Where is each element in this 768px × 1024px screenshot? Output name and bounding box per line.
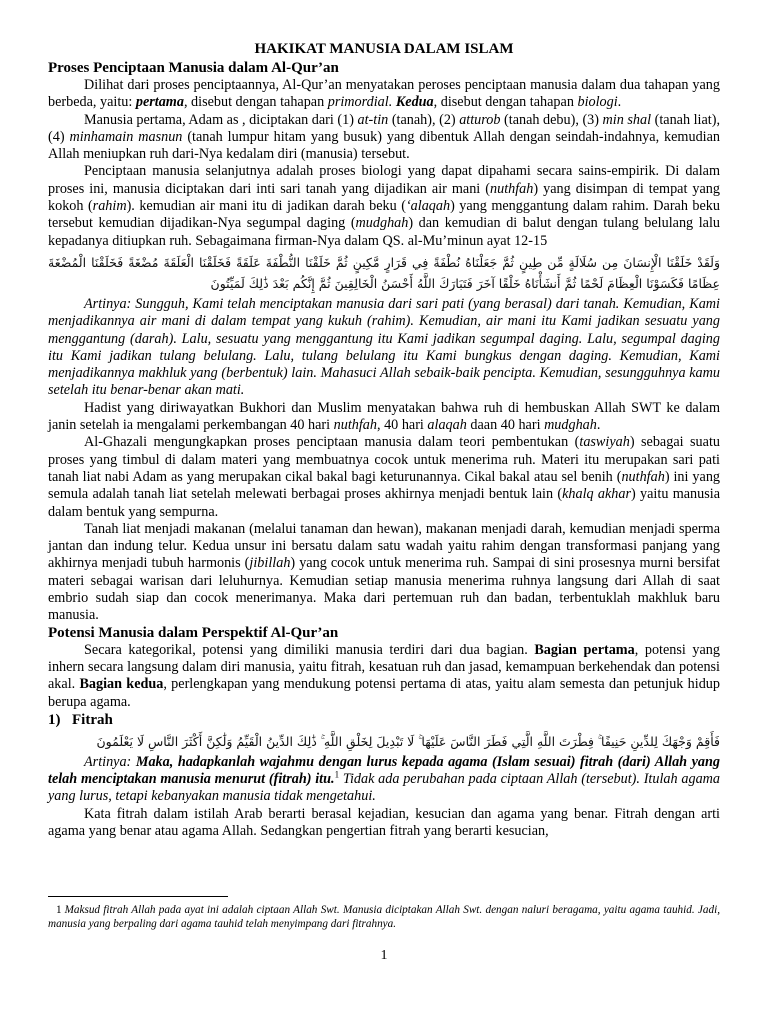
section-heading-potential: Potensi Manusia dalam Perspektif Al-Qur’an <box>48 624 339 641</box>
paragraph: Hadist yang diriwayatkan Bukhori dan Muslim menyatakan bahwa ruh di hembuskan Allah SWT ke dalam janin setelah ia mengalami perkembangan 40 hari nuthfah, 40 hari alaqah daan 40 hari mudghah. <box>48 399 720 434</box>
paragraph: Kata fitrah dalam istilah Arab berarti berasal kejadian, kesucian dan agama yang benar. Fitrah dengan arti agama yang benar atau agama Allah. Sedangkan pengertian fitrah yang berarti kesucian, <box>48 805 720 839</box>
subheading-fitrah: 1) Fitrah <box>48 711 113 728</box>
paragraph: Tanah liat menjadi makanan (melalui tanaman dan hewan), makanan menjadi darah, kemudian menjadi sperma jantan dan indung telur. Kedua unsur ini bersatu dalam satu wadah yaitu rahim dengan transformasi panjang yang akhirnya menjadi tubuh harmonis (jibillah) yang cocok untuk menerima ruh. Sampai di sini prosesnya murni bersifat materi sebagai warisan dari leluhurnya. Kemudian setiap manusia menerima ruhnya langsung dari Allah di saat embrio sudah siap dan cocok menerimanya. Maka dari pertemuan ruh dan badan, terbentuklah makhluk baru manusia. <box>48 520 720 624</box>
paragraph: Secara kategorikal, potensi yang dimiliki manusia terdiri dari dua bagian. Bagian pertama, potensi yang inhern secara langsung dalam diri manusia, yaitu fitrah, kesatuan ruh dan jasad, kemampuan berkehendak dan potensi akal. Bagian kedua, perlengkapan yang mendukung potensi pertama di atas, yaitu alam semesta dan petunjuk hidup berupa agama. <box>48 641 720 710</box>
arabic-verse-fitrah: فَأَقِمْ وَجْهَكَ لِلدِّينِ حَنِيفًا ۚ فِطْرَتَ اللَّهِ الَّتِي فَطَرَ النَّاسَ عَلَيْهَا ۚ لَا تَبْدِيلَ لِخَلْقِ اللَّهِ ۚ ذَٰلِكَ الدِّينُ الْقَيِّمُ وَلَٰكِنَّ أَكْثَرَ النَّاسِ لَا يَعْلَمُونَ <box>96 733 720 749</box>
arabic-verse-al-muminun: وَلَقَدْ خَلَقْنَا الْإِنسَانَ مِن سُلَالَةٍ مِّن طِينٍ ثُمَّ جَعَلْنَاهُ نُطْفَةً فِي قَرَارٍ مَّكِينٍ ثُمَّ خَلَقْنَا النُّطْفَةَ عَلَقَةً فَخَلَقْنَا الْعَلَقَةَ مُضْغَةً فَخَلَقْنَا الْمُضْغَةَ عِظَامًا فَكَسَوْنَا الْعِظَامَ لَحْمًا ثُمَّ أَنشَأْنَاهُ خَلْقًا آخَرَ فَتَبَارَكَ اللَّهُ أَحْسَنُ الْخَالِقِينَ ثُمَّ إِنَّكُم بَعْدَ ذَٰلِكَ لَمَيِّتُونَ <box>48 254 720 291</box>
footnote-reference[interactable]: 1 <box>334 769 340 780</box>
paragraph: Dilihat dari proses penciptaannya, Al-Qur’an menyatakan peroses penciptaan manusia dalam dua tahapan yang berbeda, yaitu: pertama, disebut dengan tahapan primordial. Kedua, disebut dengan tahapan biologi. <box>48 77 720 111</box>
paragraph: Manusia pertama, Adam as , diciptakan dari (1) at-tin (tanah), (2) atturob (tanah debu), (3) min shal (tanah liat), (4) minhamain masnun (tanah lumpur hitam yang busuk) yang dibentuk Allah dengan seindah-indahnya, kemudian Allah meniupkan ruh dari-Nya kedalam diri (manusia) tersebut. <box>48 111 721 163</box>
section-heading-creation: Proses Penciptaan Manusia dalam Al-Qur’an <box>48 60 339 76</box>
footnote-divider <box>48 896 228 897</box>
verse-translation: Artinya: Sungguh, Kami telah menciptakan manusia dari sari pati (yang berasal) dari tanah. Kemudian, Kami menjadikannya air mani di dalam tempat yang kukuh (rahim). Kemudian, air mani itu Kami jadikan sesuatu yang menggantung (darah). Lalu, sesuatu yang menggantung itu Kami jadikan segumpal daging. Lalu, segumpal daging itu Kami jadikan tulang belulang. Lalu, tulang belulang itu Kami bungkus dengan daging. Kemudian, Kami menjadikannya makhluk yang (berbentuk) lain. Mahasuci Allah sebaik-baik pencipta. Kemudian, sesungguhnya kamu setelah itu benar-benar akan mati. <box>48 295 720 399</box>
footnote: 1 Maksud fitrah Allah pada ayat ini adalah ciptaan Allah Swt. Manusia diciptakan Allah Swt. dengan naluri beragama, yaitu agama tauhid. Jadi, manusia yang berpaling dari agama tauhid telah menyimpang dari fitrahnya. <box>48 904 720 930</box>
page-number: 1 <box>380 948 388 963</box>
paragraph: Penciptaan manusia selanjutnya adalah proses biologi yang dapat dipahami secara sains-empirik. Di dalam proses ini, manusia diciptakan dari inti sari tanah yang dijadikan air mani (nuthfah) yang disimpan di tempat yang kokoh (rahim). kemudian air mani itu di jadikan darah beku (‘alaqah) yang menggantung dalam rahim. Darah beku tersebut kemudian dijadikan-Nya segumpal daging (mudghah) dan kemudian di balut dengan tulang belulang lalu kepadanya ditiupkan ruh. Sebagaimana firman-Nya dalam QS. al-Mu’minun ayat 12-15 <box>48 163 720 249</box>
verse-translation: Artinya: Maka, hadapkanlah wajahmu dengan lurus kepada agama (Islam sesuai) fitrah (dari) Allah yang telah menciptakan manusia menurut (fitrah) itu.$^1$ Tidak ada perubahan pada ciptaan Allah (tersebut). Itulah agama yang lurus, tetapi kebanyakan manusia tidak mengetahui. <box>48 753 720 805</box>
paragraph: Al-Ghazali mengungkapkan proses penciptaan manusia dalam teori pembentukan (taswiyah) sebagai suatu proses yang timbul di dalam materi yang membuatnya cocok untuk menerima ruh. Materi itu merupakan sari pati tanah liat nabi Adam as yang merupakan cikal bakal bagi keturunannya. Cikal bakal atau sel benih (nuthfah) ini yang semula adalah tanah liat setelah melewati berbagai proses akhirnya menjadi bentuk lain (khalq akhar) yaitu manusia dalam bentuk yang sempurna. <box>48 434 721 520</box>
document-title: HAKIKAT MANUSIA DALAM ISLAM <box>254 41 514 57</box>
